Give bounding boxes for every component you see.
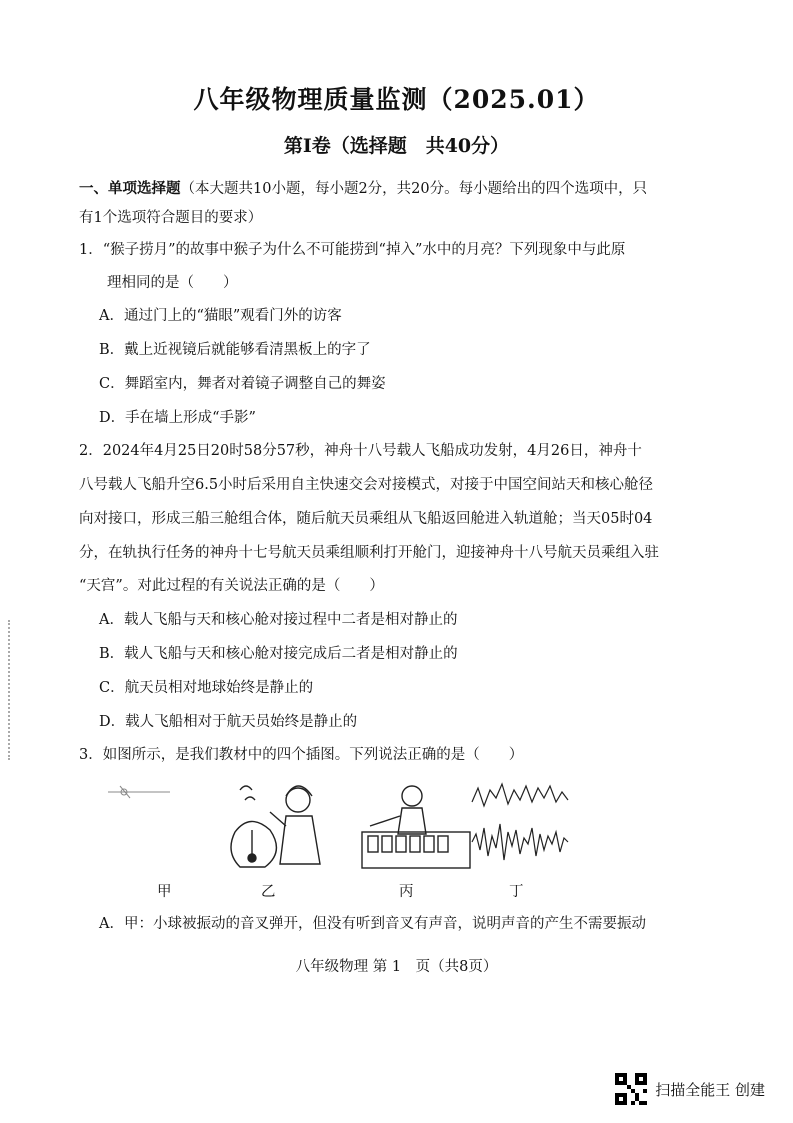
section-desc-1: （本大题共10小题，每小题2分，共20分。每小题给出的四个选项中，只: [180, 181, 648, 197]
q2-option-d: D．载人飞船相对于航天员始终是静止的: [99, 714, 358, 730]
figure-yi-illustration: [231, 786, 320, 867]
watermark-text: 扫描全能王 创建: [655, 1080, 765, 1099]
binding-margin-dots: [8, 620, 12, 760]
q2-stem-5: “天宫”。对此过程的有关说法正确的是（ ）: [79, 578, 384, 594]
figure-label-yi: 乙: [261, 884, 276, 900]
q2-option-c: C．航天员相对地球始终是静止的: [99, 680, 314, 696]
q1-stem-2: 理相同的是（ ）: [107, 275, 238, 291]
section-intro-line-1: [79, 179, 647, 199]
q3-option-a: A．甲：小球被振动的音叉弹开，但没有听到音叉有声音，说明声音的产生不需要振动: [99, 916, 646, 932]
figure-label-jia: 甲: [157, 884, 172, 900]
q1-option-c: C．舞蹈室内，舞者对着镜子调整自己的舞姿: [99, 376, 386, 392]
q1-option-a: A．通过门上的“猫眼”观看门外的访客: [99, 308, 342, 324]
figure-jia-illustration: [108, 786, 170, 798]
figure-label-bing: 丙: [399, 884, 414, 900]
page-title: 八年级物理质量监测（2025.01）: [193, 85, 600, 114]
q2-stem-2: 八号载人飞船升空6.5小时后采用自主快速交会对接模式，对接于中国空间站天和核心舱径: [79, 477, 654, 493]
q2-stem-3: 向对接口，形成三船三舱组合体，随后航天员乘组从飞船返回舱进入轨道舱；当天05时04: [79, 511, 653, 527]
section-desc-2: 有1个选项符合题目的要求）: [79, 210, 263, 226]
q2-stem-4: 分，在轨执行任务的神舟十七号航天员乘组顺利打开舱门，迎接神舟十八号航天员乘组入驻: [79, 545, 659, 561]
figure-label-ding: 丁: [509, 884, 524, 900]
q3-figures: [100, 772, 580, 872]
q1-stem-1: 1．“猴子捞月”的故事中猴子为什么不可能捞到“掉入”水中的月亮？下列现象中与此原: [79, 242, 626, 258]
q1-option-d: D．手在墙上形成“手影”: [99, 410, 256, 426]
scanner-watermark: [615, 1073, 765, 1105]
q2-option-a: A．载人飞船与天和核心舱对接过程中二者是相对静止的: [99, 612, 458, 628]
section-heading: 一、单项选择题: [79, 180, 181, 197]
qr-code-icon: [615, 1073, 647, 1105]
q2-stem-1: 2．2024年4月25日20时58分57秒，神舟十八号载人飞船成功发射，4月26日，神舟十: [79, 443, 642, 459]
page-subtitle: 第Ⅰ卷（选择题 共40分）: [283, 135, 510, 157]
page-footer: 八年级物理 第 1 页（共8页）: [295, 959, 498, 975]
q2-option-b: B．载人飞船与天和核心舱对接完成后二者是相对静止的: [99, 646, 458, 662]
figure-bing-illustration: [362, 786, 470, 868]
q3-stem: 3．如图所示，是我们教材中的四个插图。下列说法正确的是（ ）: [79, 747, 524, 763]
q1-option-b: B．戴上近视镜后就能够看清黑板上的字了: [99, 342, 371, 358]
figure-ding-illustration: [472, 784, 568, 860]
